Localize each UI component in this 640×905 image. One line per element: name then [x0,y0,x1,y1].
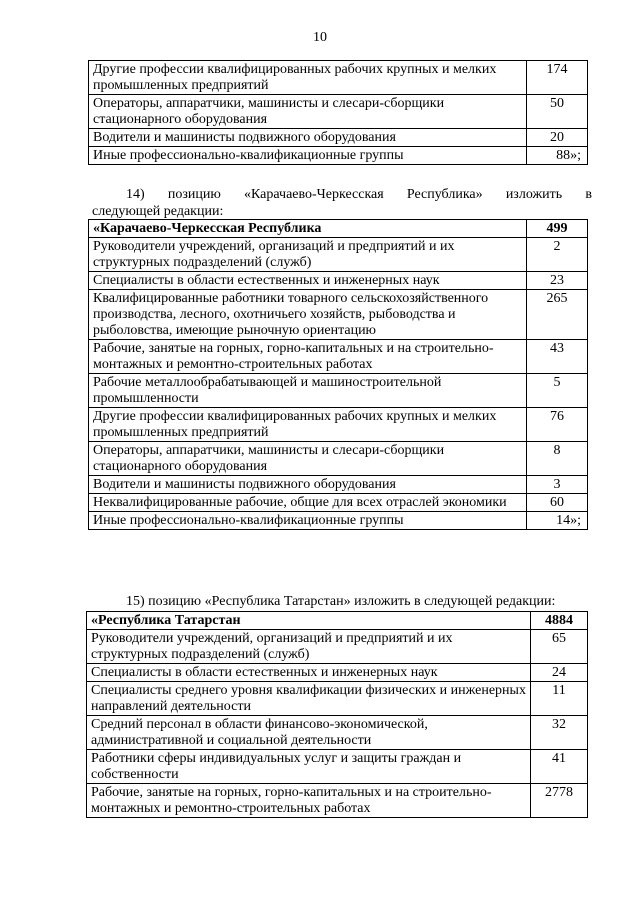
row-value: 20 [527,129,588,147]
row-label: Руководители учреждений, организаций и предприятий и их структурных подразделений (служб) [89,238,527,272]
table-row [87,716,588,750]
table-row [89,129,588,147]
row-value: 88»; [527,147,588,165]
row-value: 41 [531,750,588,784]
word: в [585,187,592,202]
row-value: 174 [527,61,588,95]
row-label: Водители и машинисты подвижного оборудования [89,476,527,494]
row-label: Рабочие, занятые на горных, горно-капитальных и на строительно-монтажных и ремонтно-строительных работах [89,340,527,374]
table-tatarstan [86,611,588,818]
row-label: Другие профессии квалифицированных рабочих крупных и мелких промышленных предприятий [89,408,527,442]
row-value: 65 [531,630,588,664]
row-label: Операторы, аппаратчики, машинисты и слесари-сборщики стационарного оборудования [89,442,527,476]
region-total: 499 [527,220,588,238]
table-row [89,494,588,512]
row-value: 8 [527,442,588,476]
row-label: Рабочие металлообрабатывающей и машиностроительной промышленности [89,374,527,408]
table-row [89,272,588,290]
table-row [89,340,588,374]
row-value: 2 [527,238,588,272]
row-value: 265 [527,290,588,340]
word: 14) [126,187,145,202]
paragraph-14-line2: следующей редакции: [92,204,224,219]
row-label: Рабочие, занятые на горных, горно-капитальных и на строительно-монтажных и ремонтно-строительных работах [87,784,531,818]
paragraph-14-line1 [92,186,592,203]
row-label: Средний персонал в области финансово-экономической, административной и социальной деятельности [87,716,531,750]
row-value: 11 [531,682,588,716]
table-row [89,238,588,272]
table-row [89,61,588,95]
word: Республика» [406,187,483,202]
row-value: 43 [527,340,588,374]
table-row [89,442,588,476]
row-value: 2778 [531,784,588,818]
region-name: «Республика Татарстан [87,612,531,630]
row-label: Водители и машинисты подвижного оборудования [89,129,527,147]
row-value: 24 [531,664,588,682]
row-value: 76 [527,408,588,442]
table-row [89,95,588,129]
table-row [87,784,588,818]
row-value: 23 [527,272,588,290]
row-label: Иные профессионально-квалификационные группы [89,512,527,530]
table-row [87,750,588,784]
table-row [87,664,588,682]
table-row [87,630,588,664]
row-label: Руководители учреждений, организаций и предприятий и их структурных подразделений (служб) [87,630,531,664]
row-label: Операторы, аппаратчики, машинисты и слесари-сборщики стационарного оборудования [89,95,527,129]
paragraph-14 [92,186,592,220]
row-value: 50 [527,95,588,129]
word: «Карачаево-Черкесская [244,187,384,202]
row-value: 60 [527,494,588,512]
row-label: Работники сферы индивидуальных услуг и защиты граждан и собственности [87,750,531,784]
row-label: Специалисты в области естественных и инженерных наук [87,664,531,682]
row-value: 3 [527,476,588,494]
row-label: Иные профессионально-квалификационные группы [89,147,527,165]
row-label: Специалисты в области естественных и инженерных наук [89,272,527,290]
table-row [89,147,588,165]
paragraph-15: 15) позицию «Республика Татарстан» изложить в следующей редакции: [126,594,556,609]
row-value: 32 [531,716,588,750]
word: изложить [505,187,563,202]
row-value: 14»; [527,512,588,530]
table-row [89,374,588,408]
region-name: «Карачаево-Черкесская Республика [89,220,527,238]
table-continuation [88,60,588,165]
table-row [87,682,588,716]
row-label: Другие профессии квалифицированных рабочих крупных и мелких промышленных предприятий [89,61,527,95]
table-karachay-cherkess [88,219,588,530]
table-row [89,408,588,442]
row-label: Неквалифицированные рабочие, общие для всех отраслей экономики [89,494,527,512]
row-label: Квалифицированные работники товарного сельскохозяйственного производства, лесного, охотничьего хозяйств, рыбоводства и рыболовства, имеющие рыночную ориентацию [89,290,527,340]
row-label: Специалисты среднего уровня квалификации физических и инженерных направлений деятельности [87,682,531,716]
word: позицию [167,187,221,202]
table-row [89,476,588,494]
table-header-row [87,612,588,630]
page-number: 10 [313,30,327,45]
table-row [89,290,588,340]
region-total: 4884 [531,612,588,630]
table-header-row [89,220,588,238]
row-value: 5 [527,374,588,408]
table-row [89,512,588,530]
